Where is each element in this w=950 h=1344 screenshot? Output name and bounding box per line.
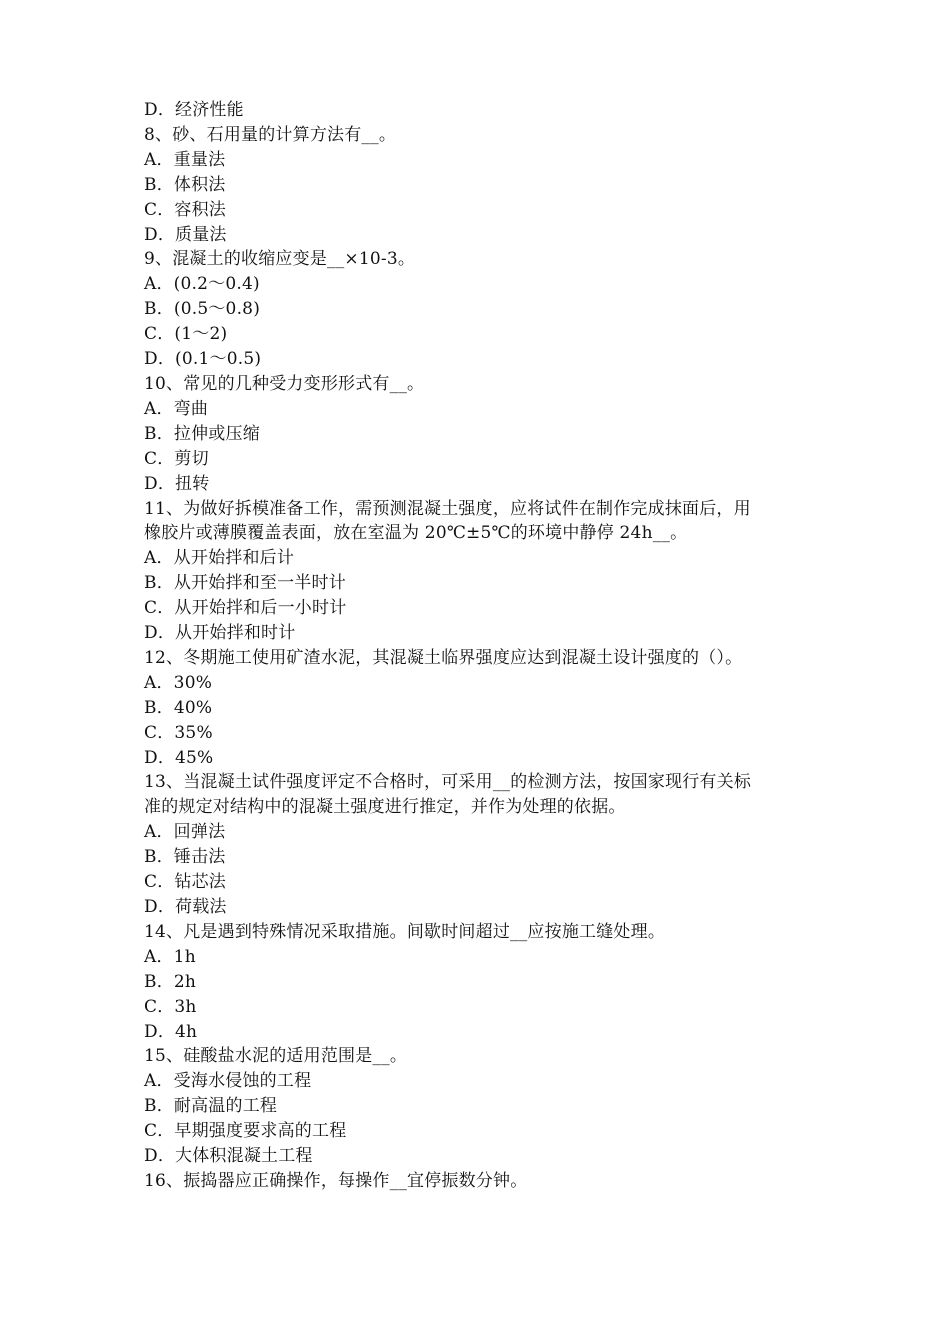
question-8: 8、砂、石用量的计算方法有__。 <box>144 124 397 145</box>
option-13-c: C．钻芯法 <box>144 872 227 893</box>
question-10: 10、常见的几种受力变形形式有__。 <box>144 373 425 394</box>
option-8-a: A．重量法 <box>144 149 226 170</box>
option-7-d: D．经济性能 <box>144 100 244 120</box>
question-13-line-2: 准的规定对结构中的混凝土强度进行推定，并作为处理的依据。 <box>144 797 626 818</box>
question-15: 15、硅酸盐水泥的适用范围是__。 <box>144 1046 408 1067</box>
option-10-d: D．扭转 <box>144 473 210 494</box>
option-11-d: D．从开始拌和时计 <box>144 623 296 644</box>
option-8-b: B．体积法 <box>144 174 226 195</box>
option-14-d: D．4h <box>144 1021 198 1042</box>
option-13-d: D．荷载法 <box>144 897 227 917</box>
option-12-c: C．35% <box>144 722 213 743</box>
question-11-line-1: 11、为做好拆模准备工作，需预测混凝土强度，应将试件在制作完成抹面后，用 <box>144 498 751 519</box>
option-12-b: B．40% <box>144 697 213 718</box>
option-15-b: B．耐高温的工程 <box>144 1096 278 1117</box>
option-11-a: A．从开始拌和后计 <box>144 548 295 569</box>
option-15-c: C．早期强度要求高的工程 <box>144 1121 347 1142</box>
option-11-b: B．从开始拌和至一半时计 <box>144 573 346 594</box>
option-12-a: A．30% <box>144 672 213 693</box>
option-8-d: D．质量法 <box>144 224 227 245</box>
option-15-d: D．大体积混凝土工程 <box>144 1146 313 1167</box>
option-14-b: B．2h <box>144 971 197 992</box>
question-11-line-2: 橡胶片或薄膜覆盖表面，放在室温为 20℃±5℃的环境中静停 24h__。 <box>144 523 688 544</box>
option-10-a: A．弯曲 <box>144 398 209 419</box>
option-9-c: C．(1～2) <box>144 324 228 345</box>
option-8-c: C．容积法 <box>144 199 227 220</box>
document-body <box>144 98 816 1194</box>
option-13-a: A．回弹法 <box>144 822 226 843</box>
option-15-a: A．受海水侵蚀的工程 <box>144 1071 312 1092</box>
question-9: 9、混凝土的收缩应变是__×10-3。 <box>144 249 416 270</box>
option-10-b: B．拉伸或压缩 <box>144 423 260 444</box>
option-9-a: A．(0.2～0.4) <box>144 274 260 295</box>
option-11-c: C．从开始拌和后一小时计 <box>144 598 347 619</box>
option-14-a: A．1h <box>144 946 196 967</box>
question-13-line-1: 13、当混凝土试件强度评定不合格时，可采用__的检测方法，按国家现行有关标 <box>144 772 752 793</box>
question-14: 14、凡是遇到特殊情况采取措施。间歇时间超过__应按施工缝处理。 <box>144 921 666 942</box>
option-9-b: B．(0.5～0.8) <box>144 299 261 320</box>
option-12-d: D．45% <box>144 747 214 768</box>
option-13-b: B．锤击法 <box>144 847 226 868</box>
question-16: 16、振捣器应正确操作，每操作__宜停振数分钟。 <box>144 1170 528 1191</box>
option-14-c: C．3h <box>144 996 197 1017</box>
option-10-c: C．剪切 <box>144 448 209 469</box>
option-9-d: D．(0.1～0.5) <box>144 349 262 370</box>
question-12: 12、冬期施工使用矿渣水泥，其混凝土临界强度应达到混凝土设计强度的（）。 <box>144 647 743 668</box>
